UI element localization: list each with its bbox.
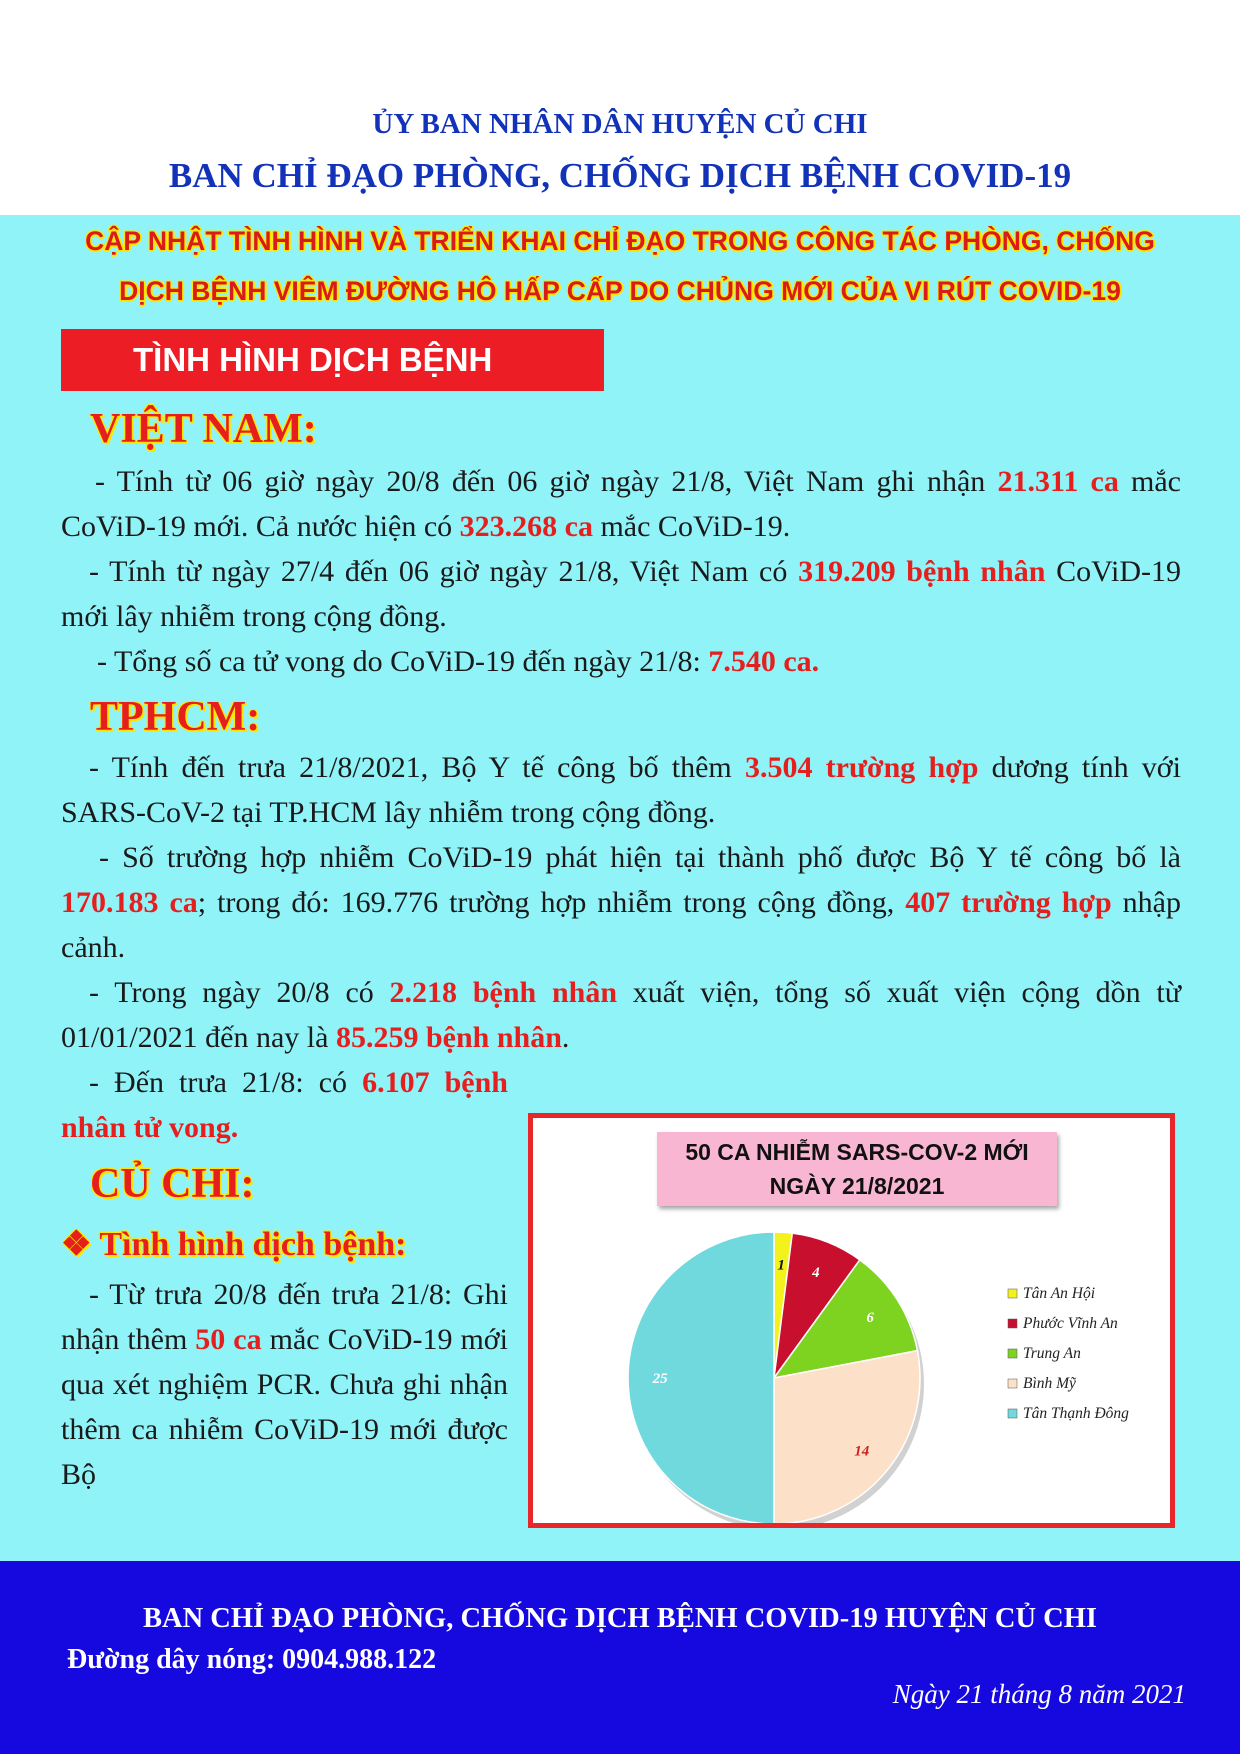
tphcm-paragraph-3: - Trong ngày 20/8 có 2.218 bệnh nhân xuất viện, tổng số xuất viện cộng dồn từ 01/01/2021 đến nay là 85.259 bệnh nhân. (61, 976, 1181, 1054)
pie-data-label-1: 1 (777, 1257, 785, 1274)
legend-swatch-1 (1008, 1289, 1017, 1298)
pie-slice-4 (774, 1351, 920, 1523)
vietnam-paragraph-2: - Tính từ ngày 27/4 đến 06 giờ ngày 21/8, Việt Nam có 319.209 bệnh nhân CoViD-19 mới lây nhiễm trong cộng đồng. (61, 555, 1181, 633)
banner-line-1: CẬP NHẬT TÌNH HÌNH VÀ TRIỂN KHAI CHỈ ĐẠO TRONG CÔNG TÁC PHÒNG, CHỐNG (85, 226, 1155, 256)
vietnam-paragraph-1: - Tính từ 06 giờ ngày 20/8 đến 06 giờ ngày 21/8, Việt Nam ghi nhận 21.311 ca mắc CoViD-19 mới. Cả nước hiện có 323.268 ca mắc CoViD-19. (61, 465, 1181, 543)
banner-line-2: DỊCH BỆNH VIÊM ĐƯỜNG HÔ HẤP CẤP DO CHỦNG MỚI CỦA VI RÚT COVID-19 (119, 276, 1121, 306)
footer-hotline: Đường dây nóng: 0904.988.122 (67, 1644, 437, 1675)
pie-slice-5 (628, 1232, 774, 1523)
legend-swatch-3 (1008, 1349, 1017, 1358)
cuchi-paragraph-1: - Từ trưa 20/8 đến trưa 21/8: Ghi nhận thêm 50 ca mắc CoViD-19 mới qua xét nghiệm PCR. Chưa ghi nhận thêm ca nhiễm CoViD-19 mới được Bộ (61, 1278, 508, 1491)
pie-data-label-4: 14 (854, 1443, 870, 1460)
header (0, 0, 1240, 215)
footer-organization: BAN CHỈ ĐẠO PHÒNG, CHỐNG DỊCH BỆNH COVID-19 HUYỆN CỦ CHI (143, 1603, 1097, 1634)
chart-title-line-2: NGÀY 21/8/2021 (769, 1173, 945, 1199)
legend-label-4: Bình Mỹ (1023, 1375, 1076, 1392)
legend-label-2: Phước Vĩnh An (1023, 1315, 1118, 1332)
footer (0, 1561, 1240, 1754)
header-steering-board: BAN CHỈ ĐẠO PHÒNG, CHỐNG DỊCH BỆNH COVID-19 (168, 156, 1072, 195)
legend-label-3: Trung An (1023, 1345, 1081, 1362)
heading-cuchi: CỦ CHI: (90, 1161, 255, 1207)
tphcm-paragraph-2: - Số trường hợp nhiễm CoViD-19 phát hiện tại thành phố được Bộ Y tế công bố là 170.183 ca; trong đó: 169.776 trường hợp nhiễm trong cộng đồng, 407 trường hợp nhập cảnh. (61, 841, 1182, 964)
tphcm-paragraph-4: - Đến trưa 21/8: có 6.107 bệnh nhân tử vong. (61, 1066, 508, 1144)
legend-label-1: Tân An Hội (1023, 1285, 1096, 1302)
tphcm-paragraph-1: - Tính đến trưa 21/8/2021, Bộ Y tế công bố thêm 3.504 trường hợp dương tính với SARS-CoV-2 tại TP.HCM lây nhiễm trong cộng đồng. (61, 751, 1181, 829)
legend-label-5: Tân Thạnh Đông (1023, 1405, 1129, 1422)
footer-date: Ngày 21 tháng 8 năm 2021 (892, 1679, 1186, 1709)
pie-chart-panel (528, 1113, 1175, 1528)
pie-data-label-3: 6 (866, 1309, 874, 1326)
legend-swatch-2 (1008, 1319, 1017, 1328)
pie-data-label-5: 25 (652, 1371, 668, 1387)
heading-vietnam: VIỆT NAM: (90, 406, 317, 452)
heading-tphcm: TPHCM: (90, 694, 261, 740)
chart-title-line-1: 50 CA NHIỄM SARS-COV-2 MỚI (685, 1139, 1029, 1165)
pie-data-label-2: 4 (812, 1265, 820, 1282)
vietnam-paragraph-3: - Tổng số ca tử vong do CoViD-19 đến ngày 21/8: 7.540 ca. (97, 645, 820, 678)
header-committee: ỦY BAN NHÂN DÂN HUYỆN CỦ CHI (372, 108, 868, 140)
legend-swatch-5 (1008, 1409, 1017, 1418)
pie-chart (533, 1118, 1170, 1523)
legend-swatch-4 (1008, 1379, 1017, 1388)
section-title-box: TÌNH HÌNH DỊCH BỆNH (61, 329, 604, 391)
subheading-epidemic-situation: ❖ Tình hình dịch bệnh: (61, 1226, 407, 1263)
